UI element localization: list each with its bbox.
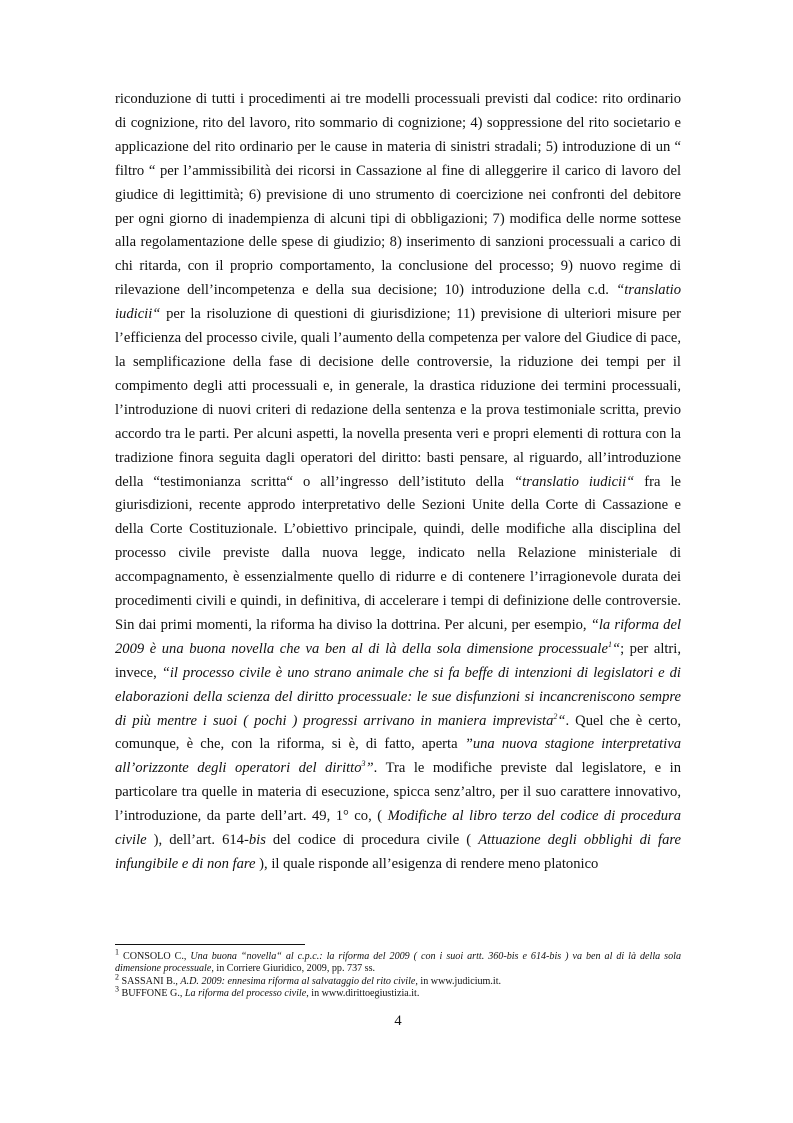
quote-run: ”una nuova stagione interpretativa all’orizzonte degli operatori del diritto [115, 736, 681, 777]
text-run: ), il quale risponde all’esigenza di rendere meno platonico [255, 856, 599, 872]
footnotes [115, 947, 681, 1001]
footnote-source: , in www.dirittoegiustizia.it. [306, 988, 420, 1000]
text-run: fra le giurisdizioni, recente approdo interpretativo delle Sezioni Unite della Corte di Cassazione e della Corte Costituzionale. L’obiettivo principale, quindi, delle modifiche alla disciplina del processo civile previste dalla nuova legge, indicato nella Relazione ministeriale di accompagnamento, è essenzialmente quello di ridurre e di contenere l’irragionevole durata dei procedimenti civili e quindi, in definitiva, di accelerare i tempi di definizione delle controversie. Sin dai primi momenti, la riforma ha diviso la dottrina. Per alcuni, per esempio, [115, 473, 681, 633]
italic-run: “translatio iudicii“ [115, 282, 681, 323]
text-run: per la risoluzione di questioni di giurisdizione; 11) previsione di ulteriori misure per l’efficienza del processo civile, quali l’aumento della competenza per valore del Giudice di pace, la semplificazione della fase di decisione delle controversie, la riduzione dei tempi per il compimento degli atti processuali e, in generale, la drastica riduzione dei termini processuali, l’introduzione di nuovi criteri di redazione della sentenza e la prova testimoniale scritta, previo accordo tra le parti. Per alcuni aspetti, la novella presenta veri e propri elementi di rottura con la tradizione finora seguita dagli operatori del diritto: basti pensare, al riguardo, all’introduzione della “testimonianza scritta“ o all’ingresso dell’istituto della [115, 306, 681, 490]
footnote-author: BUFFONE G., [119, 988, 185, 1000]
text-run: ; per altri, invece, [115, 640, 681, 681]
paragraph-text [115, 88, 681, 877]
body-paragraph [115, 88, 681, 877]
text-run: riconduzione di tutti i procedimenti ai tre modelli processuali previsti dal codice: rito ordinario di cognizione, rito del lavoro, rito sommario di cognizione; 4) soppressione del rito societario e applicazione del rito ordinario per le cause in materia di sinistri stradali; 5) introduzione di un “ filtro “ per l’ammissibilità dei ricorsi in Cassazione al fine di alleggerire il carico di lavoro del giudice di legittimità; 6) previsione di uno strumento di coercizione nei confronti del debitore per ogni giorno di inadempienza di alcuni tipi di obbligazioni; 7) modifica delle norme sottese alla regolamentazione delle spese di giudizio; 8) inserimento di sanzioni processuali a carico di chi ritarda, con il proprio comportamento, la conclusione del processo; 9) nuovo regime di rilevazione dell’incompetenza e della sua decisione; 10) introduzione della c.d. [115, 91, 681, 299]
footnote-number: 3 [115, 984, 119, 994]
quote-run: “il processo civile è uno strano animale che si fa beffe di intenzioni di legislatori e di elaborazioni della scienza del diritto processuale: le sue disfunzioni si incancreniscono sempre di più mentre i suoi ( pochi ) progressi arrivano in maniera imprevista [115, 664, 681, 729]
quote-close: “ [557, 712, 566, 729]
italic-run: bis [248, 832, 266, 849]
footnote-3 [115, 984, 681, 1000]
footnote-ref-3[interactable]: 3 [361, 759, 366, 769]
footnote-author: SASSANI B., [119, 975, 181, 987]
text-run: ), dell’art. 614- [146, 832, 249, 849]
quote-close: ” [365, 760, 374, 777]
italic-run: Attuazione degli obblighi di fare infungibile e di non fare [115, 832, 681, 872]
footnote-separator [115, 944, 305, 945]
italic-run: “translatio iudicii“ [514, 473, 635, 490]
page-number: 4 [394, 1013, 402, 1029]
text-run: . Tra le modifiche previste dal legislatore, e in particolare tra quelle in materia di esecuzione, spicca senz’altro, per il suo carattere innovativo, l’introduzione, da parte dell’art. 49, 1° co, ( [115, 760, 681, 825]
footnote-source: , in www.judicium.it. [415, 975, 502, 987]
footnote-2 [115, 972, 681, 988]
footnote-number: 1 [115, 947, 119, 957]
footnote-1 [115, 947, 681, 976]
text-run: del codice di procedura civile ( [265, 832, 479, 849]
quote-run: “la riforma del 2009 è una buona novella che va ben al di là della sola dimensione processuale [115, 616, 681, 657]
footnote-number: 2 [115, 972, 119, 982]
footnote-title: Una buona “novella“ al c.p.c.: la riforma del 2009 ( con i suoi artt. 360-bis e 614-bis ) va ben al di là della sola dimensione processuale [115, 951, 681, 975]
footnote-ref-2[interactable]: 2 [553, 711, 558, 721]
footnote-title: A.D. 2009: ennesima riforma al salvataggio del rito civile [180, 975, 416, 987]
text-run: . Quel che è certo, comunque, è che, con la riforma, si è, di fatto, aperta [115, 712, 682, 753]
footnote-author: CONSOLO C., [119, 951, 191, 962]
footnote-title: La riforma del processo civile [184, 988, 307, 1000]
footnote-ref-1[interactable]: 1 [607, 639, 612, 649]
footnote-source: , in Corriere Giuridico, 2009, pp. 737 ss. [211, 963, 376, 975]
italic-run: Modifiche al libro terzo del codice di procedura civile [115, 808, 681, 849]
quote-close: “ [611, 640, 621, 657]
